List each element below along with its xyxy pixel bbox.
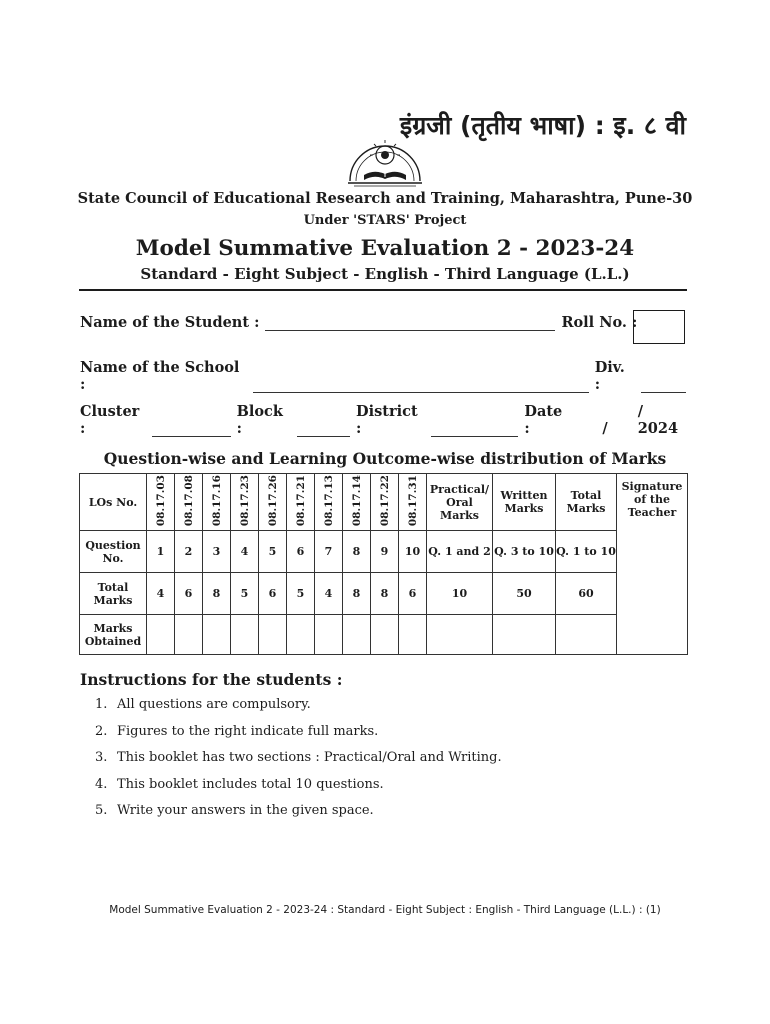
cluster-label: Cluster : bbox=[80, 403, 140, 437]
district-label: District : bbox=[356, 403, 418, 437]
lo-code: 08.17.03 bbox=[154, 474, 167, 527]
item-number: 2. bbox=[95, 723, 108, 739]
school-name-field[interactable] bbox=[253, 378, 588, 393]
marks-obtained-cell[interactable] bbox=[147, 615, 175, 655]
item-text: Write your answers in the given space. bbox=[117, 803, 374, 818]
written-header: Written Marks bbox=[493, 474, 556, 531]
instructions-list bbox=[95, 697, 502, 830]
marks-obtained-label: Marks Obtained bbox=[80, 615, 147, 655]
marks-obtained-cell[interactable] bbox=[231, 615, 259, 655]
marks-obtained-cell[interactable] bbox=[343, 615, 371, 655]
date-year: / 2024 bbox=[637, 403, 679, 437]
item-text: Figures to the right indicate full marks. bbox=[117, 723, 379, 739]
marks-obtained-cell[interactable] bbox=[175, 615, 203, 655]
total-mark: 8 bbox=[203, 573, 231, 615]
list-item bbox=[95, 724, 502, 751]
district-field[interactable] bbox=[431, 422, 519, 437]
total-mark: 5 bbox=[287, 573, 315, 615]
lo-code: 08.17.22 bbox=[378, 474, 391, 527]
student-name-label: Name of the Student : bbox=[80, 314, 260, 331]
total-mark: 6 bbox=[259, 573, 287, 615]
item-number: 3. bbox=[95, 750, 108, 765]
lo-code: 08.17.13 bbox=[322, 474, 335, 527]
lo-code: 08.17.26 bbox=[266, 474, 279, 527]
page-title: Model Summative Evaluation 2 - 2023-24 bbox=[135, 236, 635, 261]
question-no: 1 bbox=[147, 531, 175, 573]
group-total: 60 bbox=[556, 573, 617, 615]
marks-obtained-cell[interactable] bbox=[315, 615, 343, 655]
roll-no-box[interactable] bbox=[633, 310, 685, 344]
lo-code: 08.17.08 bbox=[182, 474, 195, 527]
instructions-heading: Instructions for the students : bbox=[80, 670, 343, 689]
item-text: This booklet includes total 10 questions. bbox=[117, 776, 384, 792]
lo-code: 08.17.14 bbox=[350, 474, 363, 527]
project-line: Under 'STARS' Project bbox=[303, 213, 467, 228]
total-mark: 6 bbox=[399, 573, 427, 615]
marks-obtained-cell[interactable] bbox=[427, 615, 493, 655]
group-total: 10 bbox=[427, 573, 493, 615]
list-item bbox=[95, 697, 502, 724]
page-footer: Model Summative Evaluation 2 - 2023-24 : Standard - Eight Subject : English - Third Language (L.L.) : (1) bbox=[109, 904, 661, 916]
marks-table-title: Question-wise and Learning Outcome-wise distribution of Marks bbox=[103, 449, 667, 468]
question-group: Q. 3 to 10 bbox=[493, 531, 556, 573]
div-field[interactable] bbox=[641, 378, 686, 393]
question-group: Q. 1 to 10 bbox=[556, 531, 617, 573]
council-name: State Council of Educational Research and Training, Maharashtra, Pune-30 bbox=[77, 190, 693, 207]
table-row-total-marks bbox=[80, 573, 688, 615]
question-no-label: Question No. bbox=[80, 531, 147, 573]
date-label: Date : bbox=[524, 403, 563, 437]
question-no: 6 bbox=[287, 531, 315, 573]
cluster-field[interactable] bbox=[152, 422, 230, 437]
teacher-signature-cell[interactable] bbox=[617, 474, 688, 655]
total-marks-label: Total Marks bbox=[80, 573, 147, 615]
total-mark: 4 bbox=[147, 573, 175, 615]
student-row bbox=[80, 314, 686, 331]
lo-code: 08.17.31 bbox=[406, 474, 419, 527]
marks-distribution-table bbox=[79, 473, 688, 655]
roll-no-label: Roll No. : bbox=[561, 314, 638, 331]
lo-code: 08.17.21 bbox=[294, 474, 307, 527]
location-row bbox=[80, 403, 686, 437]
question-no: 3 bbox=[203, 531, 231, 573]
total-mark: 4 bbox=[315, 573, 343, 615]
table-row-questions bbox=[80, 531, 688, 573]
marks-obtained-cell[interactable] bbox=[493, 615, 556, 655]
question-no: 9 bbox=[371, 531, 399, 573]
marks-obtained-cell[interactable] bbox=[287, 615, 315, 655]
div-label: Div. : bbox=[594, 359, 625, 393]
practical-oral-header: Practical/ Oral Marks bbox=[427, 474, 493, 531]
school-name-label: Name of the School : bbox=[80, 359, 240, 393]
lo-code: 08.17.23 bbox=[238, 474, 251, 527]
lo-code: 08.17.16 bbox=[210, 474, 223, 527]
standard-subject-line: Standard - Eight Subject - English - Third Language (L.L.) bbox=[140, 265, 630, 283]
total-mark: 8 bbox=[371, 573, 399, 615]
question-no: 2 bbox=[175, 531, 203, 573]
date-separator: / bbox=[602, 420, 608, 437]
school-row bbox=[80, 359, 686, 393]
question-no: 8 bbox=[343, 531, 371, 573]
question-no: 5 bbox=[259, 531, 287, 573]
total-mark: 6 bbox=[175, 573, 203, 615]
question-group: Q. 1 and 2 bbox=[427, 531, 493, 573]
marks-obtained-cell[interactable] bbox=[203, 615, 231, 655]
block-field[interactable] bbox=[297, 422, 350, 437]
header-divider bbox=[79, 289, 687, 291]
student-name-field[interactable] bbox=[265, 316, 555, 331]
block-label: Block : bbox=[236, 403, 283, 437]
total-header: Total Marks bbox=[556, 474, 617, 531]
list-item bbox=[95, 777, 502, 804]
question-no: 7 bbox=[315, 531, 343, 573]
marks-obtained-cell[interactable] bbox=[259, 615, 287, 655]
question-no: 4 bbox=[231, 531, 259, 573]
item-text: All questions are compulsory. bbox=[117, 697, 311, 712]
hindi-title: इंग्रजी (तृतीय भाषा) : इ. ८ वी bbox=[399, 111, 686, 140]
signature-header: Signature of the Teacher bbox=[621, 480, 683, 519]
item-number: 4. bbox=[95, 776, 108, 792]
table-row-marks-obtained bbox=[80, 615, 688, 655]
los-label: LOs No. bbox=[80, 474, 147, 531]
group-total: 50 bbox=[493, 573, 556, 615]
list-item bbox=[95, 803, 502, 830]
item-text: This booklet has two sections : Practical/Oral and Writing. bbox=[117, 750, 502, 765]
marks-obtained-cell[interactable] bbox=[371, 615, 399, 655]
marks-obtained-cell[interactable] bbox=[556, 615, 617, 655]
marks-obtained-cell[interactable] bbox=[399, 615, 427, 655]
list-item bbox=[95, 750, 502, 777]
question-no: 10 bbox=[399, 531, 427, 573]
item-number: 1. bbox=[95, 697, 108, 712]
total-mark: 8 bbox=[343, 573, 371, 615]
item-number: 5. bbox=[95, 803, 108, 818]
table-row-los bbox=[80, 474, 688, 531]
total-mark: 5 bbox=[231, 573, 259, 615]
scert-emblem-icon bbox=[344, 131, 426, 189]
